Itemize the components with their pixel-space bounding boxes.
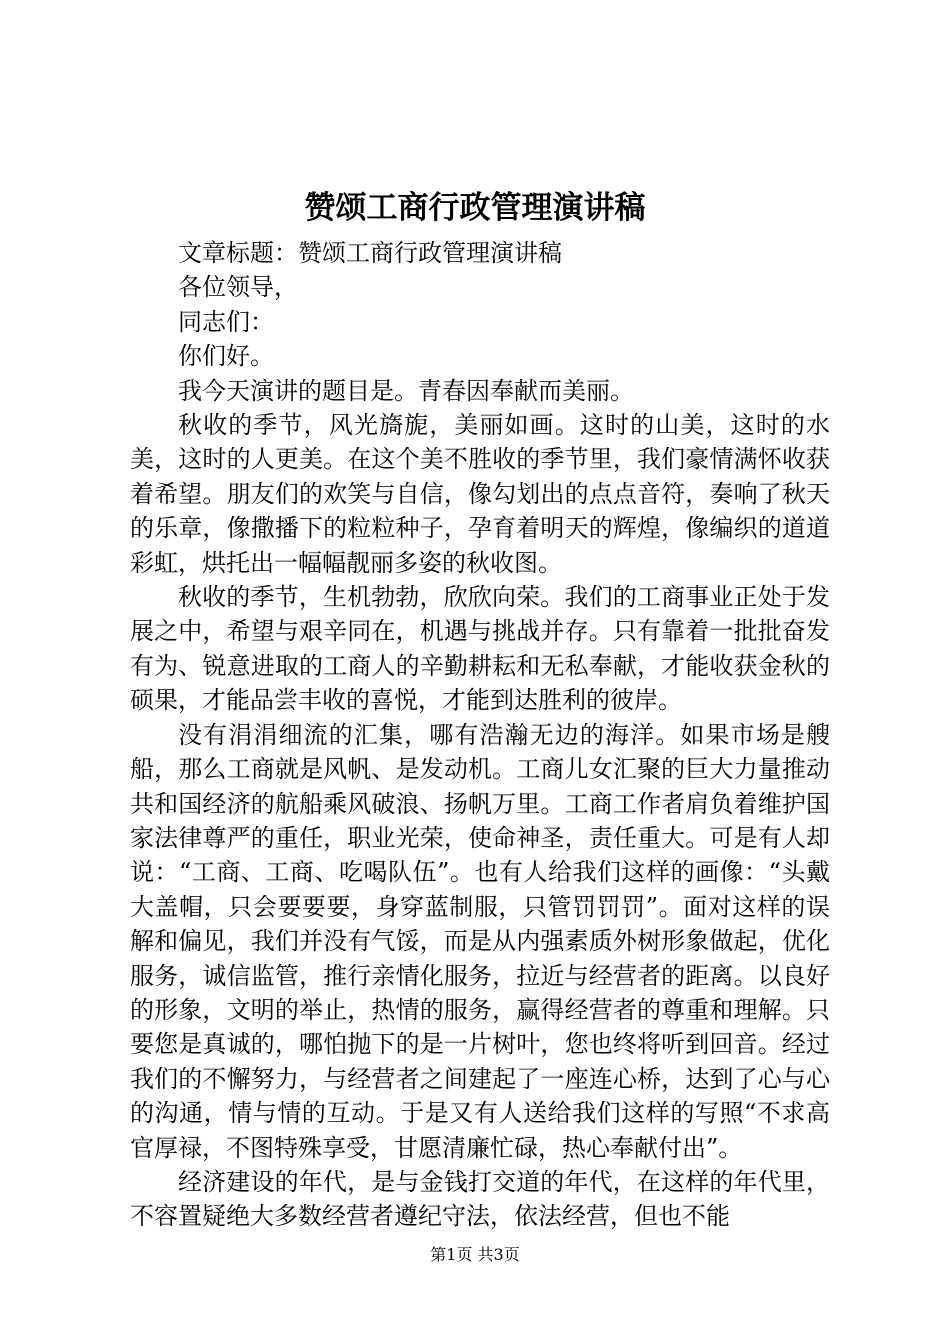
paragraph-autumn-scenery: 秋收的季节，风光旖旎，美丽如画。这时的山美，这时的水美，这时的人更美。在这个美不胜收的季节里，我们豪情满怀收获着希望。朋友们的欢笑与自信，像勾划出的点点音符，奏响了秋天的乐章，像撒播下的粒粒种子，孕育着明天的辉煌，像编织的道道彩虹，烘托出一幅幅靓丽多姿的秋收图。 xyxy=(130,411,830,577)
paragraph-economic-era: 经济建设的年代，是与金钱打交道的年代，在这样的年代里，不容置疑绝大多数经营者遵纪守法，依法经营，但也不能 xyxy=(130,1167,830,1231)
paragraph-salutation-comrades: 同志们： xyxy=(178,307,274,336)
page-footer: 第1页 共3页 xyxy=(430,1245,520,1264)
paragraph-greeting: 你们好。 xyxy=(178,342,274,371)
paragraph-market-sail: 没有涓涓细流的汇集，哪有浩瀚无边的海洋。如果市场是艘船，那么工商就是风帆、是发动机。工商儿女汇聚的巨大力量推动共和国经济的航船乘风破浪、扬帆万里。工商工作者肩负着维护国家法律尊严的重任，职业光荣，使命神圣，责任重大。可是有人却说：“工商、工商、吃喝队伍”。也有人给我们这样的画像：“头戴大盖帽，只会要要要，身穿蓝制服，只管罚罚罚”。面对这样的误解和偏见，我们并没有气馁，而是从内强素质外树形象做起，优化服务，诚信监管，推行亲情化服务，拉近与经营者的距离。以良好的形象，文明的举止，热情的服务，赢得经营者的尊重和理解。只要您是真诚的，哪怕抛下的是一片树叶，您也终将听到回音。经过我们的不懈努力，与经营者之间建起了一座连心桥，达到了心与心的沟通，情与情的互动。于是又有人送给我们这样的写照“不求高官厚禄，不图特殊享受，甘愿清廉忙碌，热心奉献付出”。 xyxy=(130,720,830,1162)
paragraph-salutation-leaders: 各位领导， xyxy=(178,273,298,302)
document-title: 赞颂工商行政管理演讲稿 xyxy=(304,190,646,226)
document-body xyxy=(130,236,830,1234)
paragraph-article-title: 文章标题：赞颂工商行政管理演讲稿 xyxy=(178,239,562,267)
paragraph-topic: 我今天演讲的题目是。青春因奉献而美丽。 xyxy=(178,376,634,405)
paragraph-autumn-development: 秋收的季节，生机勃勃，欣欣向荣。我们的工商事业正处于发展之中，希望与艰辛同在，机遇与挑战并存。只有靠着一批批奋发有为、锐意进取的工商人的辛勤耕耘和无私奉献，才能收获金秋的硕果，才能品尝丰收的喜悦，才能到达胜利的彼岸。 xyxy=(130,583,830,715)
